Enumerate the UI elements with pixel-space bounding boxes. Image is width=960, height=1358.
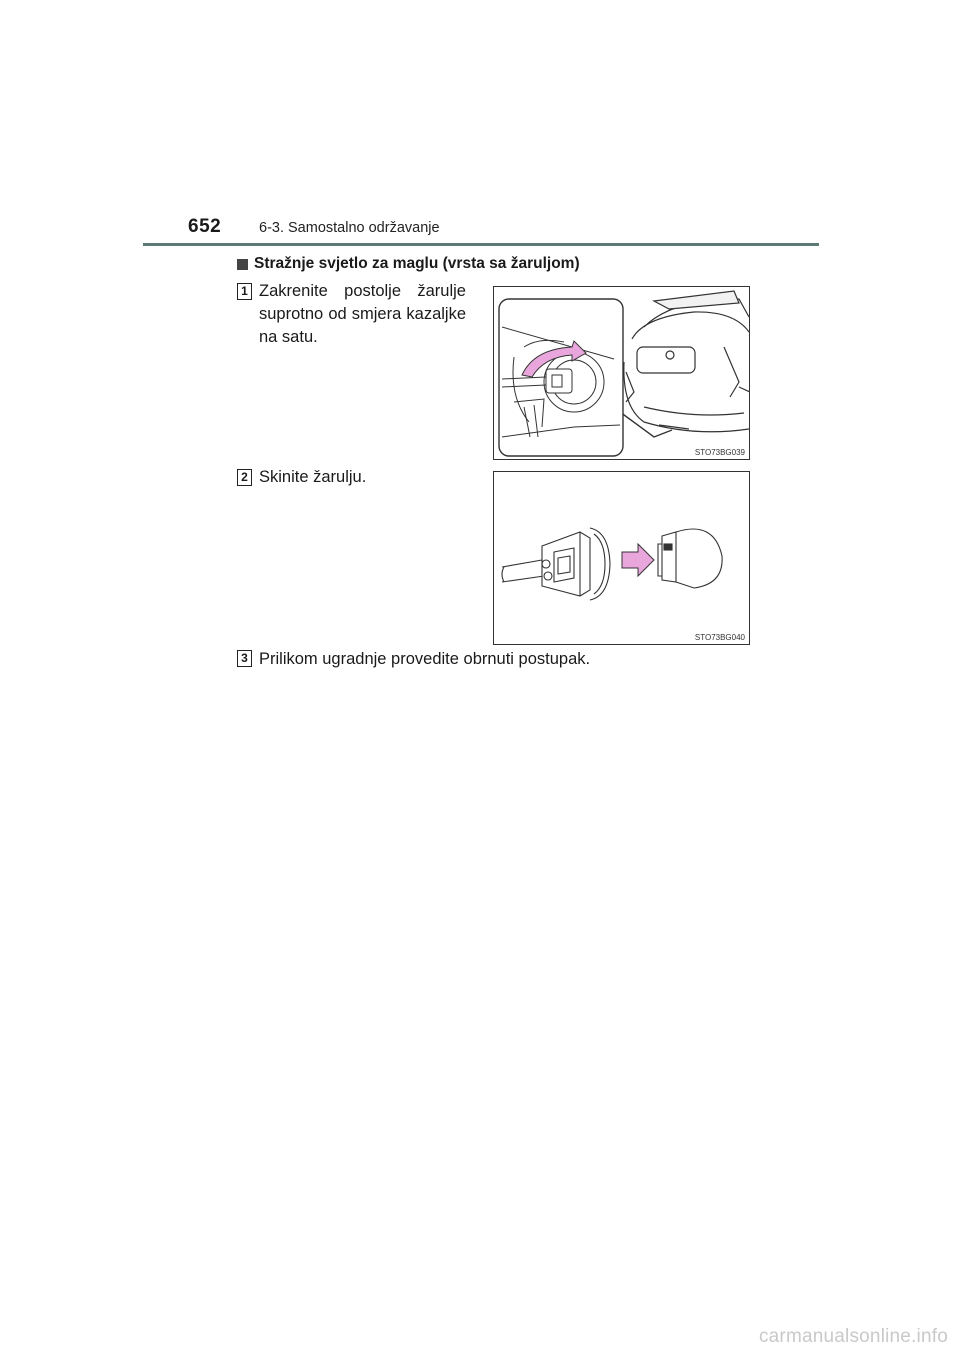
step-2-text: Skinite žarulju. [259, 468, 367, 486]
subsection-heading [237, 255, 580, 273]
section-title: 6-3. Samostalno održavanje [259, 220, 440, 236]
watermark: carmanualsonline.info [758, 1326, 948, 1347]
bulb-socket-rotate-illustration [494, 287, 750, 460]
figure-1 [493, 286, 750, 460]
bulb-removal-illustration [494, 472, 750, 645]
figure-2-code: STO73BG040 [694, 633, 745, 642]
step-2-badge: 2 [237, 469, 252, 486]
square-bullet-icon [237, 259, 248, 270]
figure-1-code: STO73BG039 [694, 448, 745, 457]
figure-2 [493, 471, 750, 645]
step-3-badge: 3 [237, 650, 252, 667]
page-number: 652 [188, 216, 222, 237]
step-3-text: Prilikom ugradnje provedite obrnuti postupak. [259, 650, 591, 668]
step-1-badge: 1 [237, 283, 252, 300]
step-1-text: Zakrenite postolje žarulje suprotno od smjera kazaljke na satu. [259, 282, 466, 346]
subsection-title: Stražnje svjetlo za maglu (vrsta sa žaruljom) [254, 255, 580, 272]
header-rule [143, 243, 819, 246]
